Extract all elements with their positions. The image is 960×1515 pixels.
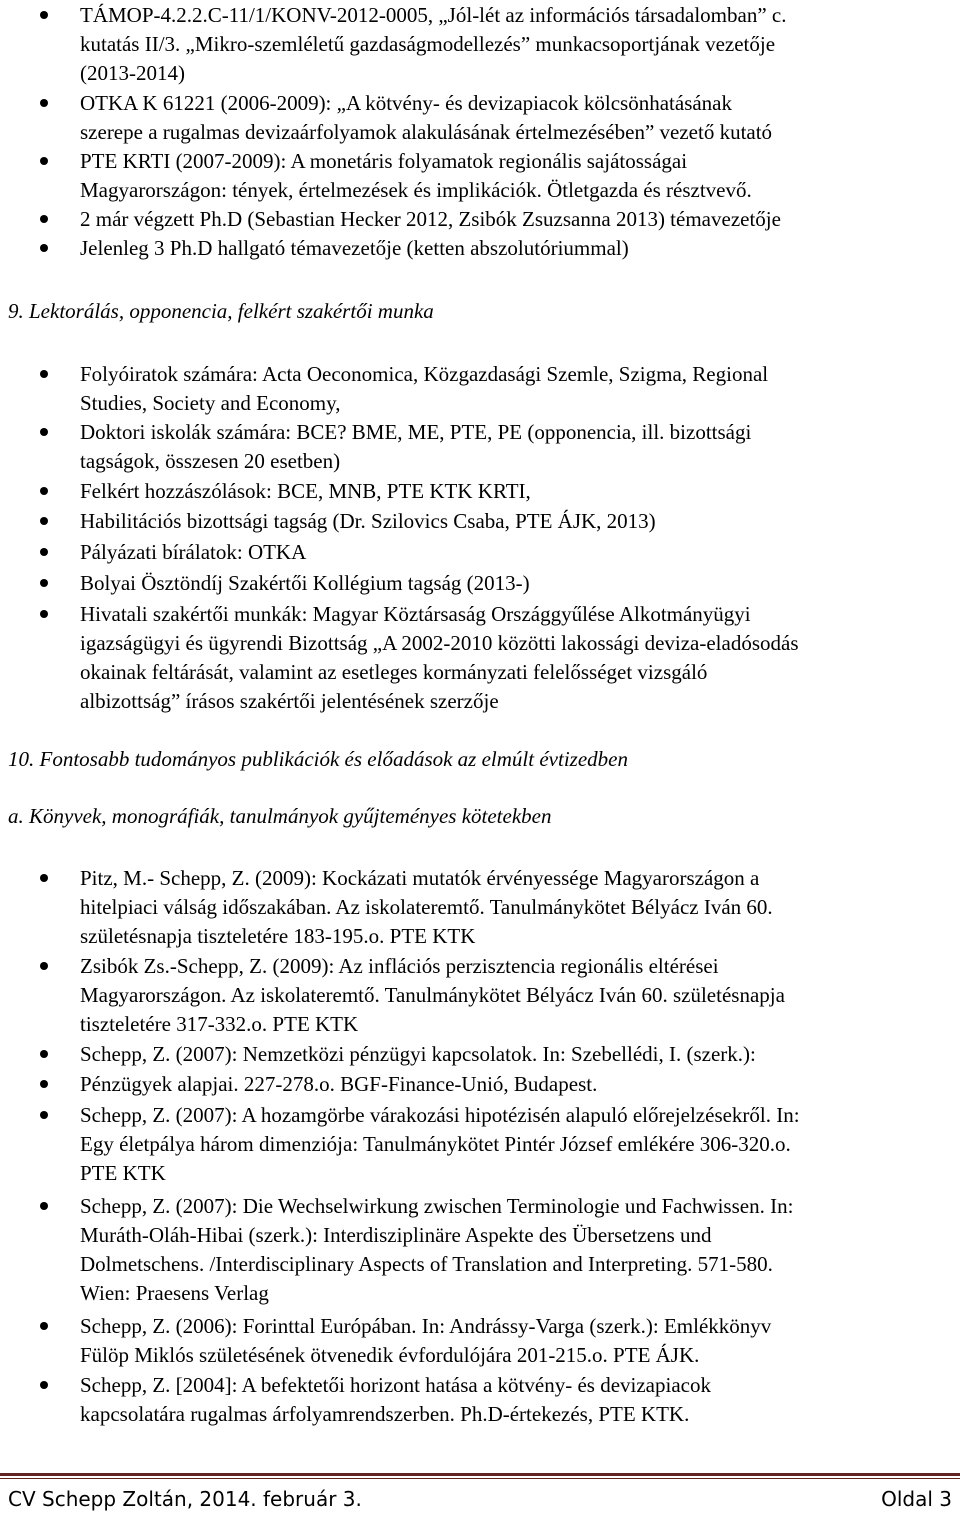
list-item-line: okainak feltárását, valamint az esetleges kormányzati felelősséget vizsgáló (80, 660, 708, 684)
bullet (40, 11, 48, 19)
subsection-heading: a. Könyvek, monográfiák, tanulmányok gyűjteményes kötetekben (8, 804, 552, 828)
list-item-line: Pénzügyek alapjai. 227-278.o. BGF-Finance-Unió, Budapest. (80, 1072, 598, 1096)
list-item-line: TÁMOP-4.2.2.C-11/1/KONV-2012-0005, „Jól-lét az információs társadalomban” c. (80, 3, 787, 27)
list-item-line: OTKA K 61221 (2006-2009): „A kötvény- és devizapiacok kölcsönhatásának (80, 91, 733, 115)
list-item-line: tiszteletére 317-332.o. PTE KTK (80, 1012, 359, 1036)
list-item-line: kutatás II/3. „Mikro-szemléletű gazdaságmodellezés” munkacsoportjának vezetője (80, 32, 776, 56)
bullet (40, 874, 48, 882)
bullet (40, 157, 48, 165)
list-item-line: szerepe a rugalmas devizaárfolyamok alakulásának értelmezésében” vezető kutató (80, 120, 773, 144)
list-item-line: Jelenleg 3 Ph.D hallgató témavezetője (ketten abszolutóriummal) (80, 236, 629, 260)
list-item-line: PTE KRTI (2007-2009): A monetáris folyamatok regionális sajátosságai (80, 149, 688, 173)
section-heading: 10. Fontosabb tudományos publikációk és előadások az elmúlt évtizedben (8, 747, 628, 771)
list-item-line: Egy életpálya három dimenziója: Tanulmánykötet Pintér József emlékére 306-320.o. (80, 1132, 791, 1156)
list-item-line: Schepp, Z. (2007): A hozamgörbe várakozási hipotézisén alapuló előrejelzésekről. In: (80, 1103, 800, 1127)
footer-rule-thin (0, 1478, 960, 1479)
bullet (40, 244, 48, 252)
list-item-line: Schepp, Z. (2007): Nemzetközi pénzügyi kapcsolatok. In: Szebellédi, I. (szerk.): (80, 1042, 756, 1066)
footer-author-date: CV Schepp Zoltán, 2014. február 3. (8, 1487, 362, 1511)
list-item-line: albizottság” írásos szakértői jelentésének szerzője (80, 689, 499, 713)
list-item-line: Dolmetschens. /Interdisciplinary Aspects of Translation and Interpreting. 571-580. (80, 1252, 773, 1276)
bullet (40, 99, 48, 107)
list-item-line: Bolyai Ösztöndíj Szakértői Kollégium tagság (2013-) (80, 571, 530, 595)
list-item-line: 2 már végzett Ph.D (Sebastian Hecker 2012, Zsibók Zsuzsanna 2013) témavezetője (80, 207, 781, 231)
bullet (40, 962, 48, 970)
list-item-line: kapcsolatára rugalmas árfolyamrendszerben. Ph.D-értekezés, PTE KTK. (80, 1402, 690, 1426)
list-item-line: Zsibók Zs.-Schepp, Z. (2009): Az inflációs perzisztencia regionális eltérései (80, 954, 719, 978)
list-item-line: Felkért hozzászólások: BCE, MNB, PTE KTK KRTI, (80, 479, 531, 503)
list-item-line: igazságügyi és ügyrendi Bizottság „A 2002-2010 közötti lakossági deviza-eladósodás (80, 631, 799, 655)
bullet (40, 1050, 48, 1058)
bullet (40, 1381, 48, 1389)
bullet (40, 610, 48, 618)
list-item-line: Pályázati bírálatok: OTKA (80, 540, 307, 564)
list-item-line: Pitz, M.- Schepp, Z. (2009): Kockázati mutatók érvényessége Magyarországon a (80, 866, 760, 890)
bullet (40, 517, 48, 525)
list-item-line: Doktori iskolák számára: BCE? BME, ME, PTE, PE (opponencia, ill. bizottsági (80, 420, 752, 444)
list-item-line: tagságok, összesen 20 esetben) (80, 449, 341, 473)
list-item-line: Schepp, Z. [2004]: A befektetői horizont hatása a kötvény- és devizapiacok (80, 1373, 711, 1397)
list-item-line: Wien: Praesens Verlag (80, 1281, 269, 1305)
bullet (40, 1080, 48, 1088)
bullet (40, 1322, 48, 1330)
list-item-line: (2013-2014) (80, 61, 185, 85)
bullet (40, 1111, 48, 1119)
section-heading: 9. Lektorálás, opponencia, felkért szakértői munka (8, 299, 434, 323)
list-item-line: Habilitációs bizottsági tagság (Dr. Szilovics Csaba, PTE ÁJK, 2013) (80, 509, 656, 533)
list-item-line: Magyarországon: tények, értelmezések és implikációk. Ötletgazda és résztvevő. (80, 178, 752, 202)
list-item-line: Studies, Society and Economy, (80, 391, 341, 415)
list-item-line: Schepp, Z. (2006): Forinttal Európában. In: Andrássy-Varga (szerk.): Emlékkönyv (80, 1314, 772, 1338)
list-item-line: Schepp, Z. (2007): Die Wechselwirkung zwischen Terminologie und Fachwissen. In: (80, 1194, 794, 1218)
list-item-line: Fülöp Miklós születésének ötvenedik évfordulójára 201-215.o. PTE ÁJK. (80, 1343, 700, 1367)
list-item-line: Folyóiratok számára: Acta Oeconomica, Közgazdasági Szemle, Szigma, Regional (80, 362, 769, 386)
list-item-line: Muráth-Oláh-Hibai (szerk.): Interdisziplinäre Aspekte des Übersetzens und (80, 1223, 712, 1247)
bullet (40, 1202, 48, 1210)
bullet (40, 579, 48, 587)
list-item-line: születésnapja tiszteletére 183-195.o. PTE KTK (80, 924, 476, 948)
bullet (40, 370, 48, 378)
list-item-line: Magyarországon. Az iskolateremtő. Tanulmánykötet Bélyácz Iván 60. születésnapja (80, 983, 785, 1007)
list-item-line: Hivatali szakértői munkák: Magyar Köztársaság Országgyűlése Alkotmányügyi (80, 602, 751, 626)
bullet (40, 487, 48, 495)
list-item-line: hitelpiaci válság időszakában. Az iskolateremtő. Tanulmánykötet Bélyácz Iván 60. (80, 895, 773, 919)
footer-page-number: Oldal 3 (881, 1487, 952, 1511)
bullet (40, 548, 48, 556)
list-item-line: PTE KTK (80, 1161, 166, 1185)
bullet (40, 215, 48, 223)
bullet (40, 428, 48, 436)
footer-rule-thick (0, 1473, 960, 1476)
